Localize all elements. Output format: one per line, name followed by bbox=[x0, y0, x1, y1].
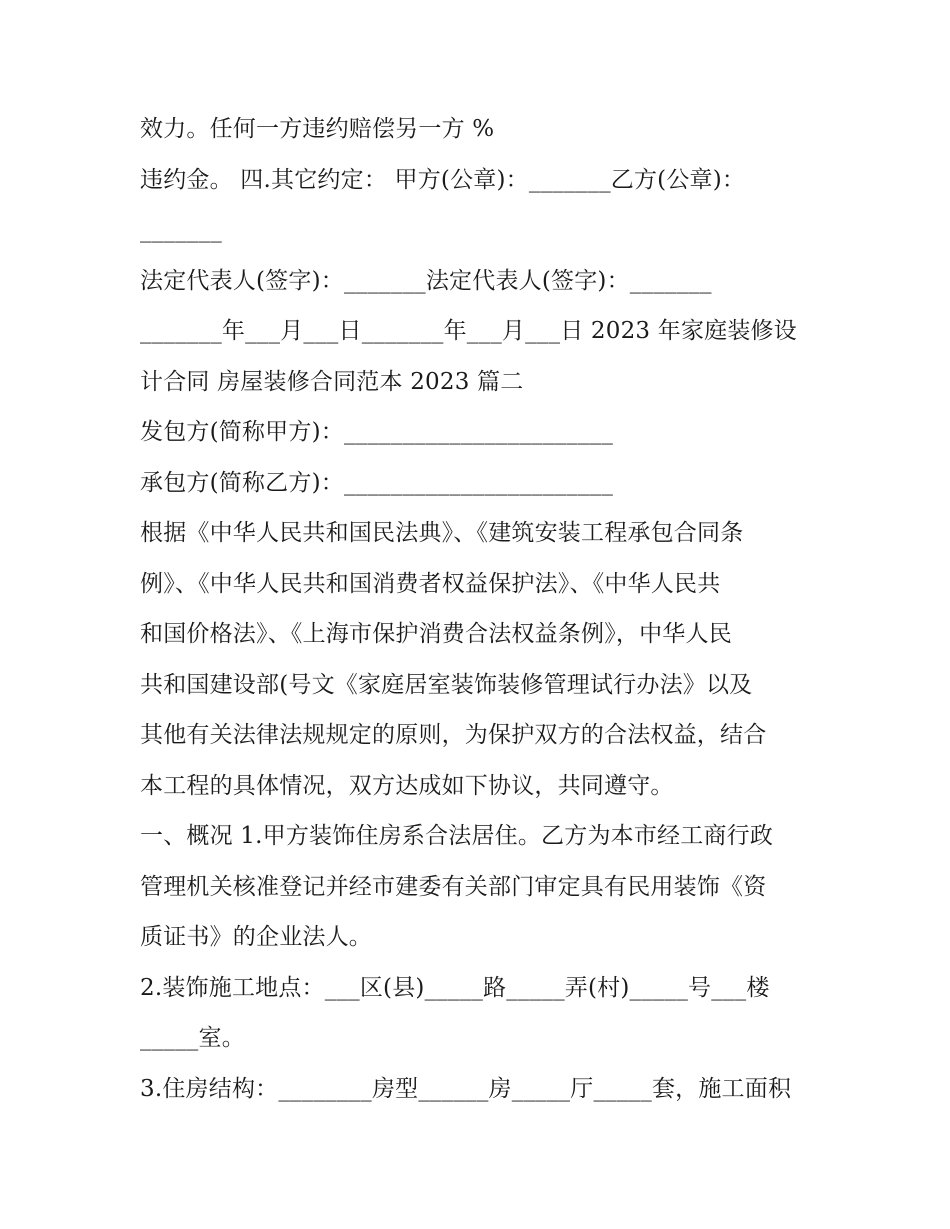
text-line: 共和国建设部(号文《家庭居室装饰装修管理试行办法》以及 bbox=[140, 671, 753, 698]
text-line: 法定代表人(签字)：_______法定代表人(签字)：_______ bbox=[140, 267, 712, 294]
text-line: 和国价格法》、《上海市保护消费合法权益条例》，中华人民 bbox=[140, 621, 732, 647]
text-line: 例》、《中华人民共和国消费者权益保护法》、《中华人民共 bbox=[140, 570, 721, 597]
text-line: _______ bbox=[140, 217, 222, 243]
text-line: 2.装饰施工地点：___区(县)_____路_____弄(村)_____号___楼 bbox=[140, 974, 770, 1001]
text-line: _______年___月___日_______年___月___日 2023 年家庭装修设 bbox=[140, 318, 797, 344]
text-line: 根据《中华人民共和国民法典》、《建筑安装工程承包合同条 bbox=[140, 520, 744, 546]
text-line: 其他有关法律法规规定的原则，为保护双方的合法权益，结合 bbox=[140, 722, 767, 748]
text-line: 一、概况 1.甲方装饰住房系合法居住。乙方为本市经工商行政 bbox=[140, 823, 774, 849]
text-line: 承包方(简称乙方)：_______________________ bbox=[140, 469, 614, 496]
document-page bbox=[140, 104, 820, 1114]
text-line: 效力。任何一方违约赔偿另一方 % bbox=[140, 116, 495, 142]
text-line: 违约金。 四.其它约定： 甲方(公章)：_______乙方(公章)： bbox=[140, 166, 746, 193]
text-line: _____室。 bbox=[140, 1025, 245, 1051]
text-line: 本工程的具体情况，双方达成如下协议，共同遵守。 bbox=[140, 772, 674, 799]
text-line: 计合同 房屋装修合同范本 2023 篇二 bbox=[140, 368, 524, 395]
text-line: 3.住房结构：________房型______房_____厅_____套，施工面积 bbox=[140, 1075, 792, 1102]
text-line: 质证书》的企业法人。 bbox=[140, 924, 372, 950]
text-line: 管理机关核准登记并经市建委有关部门审定具有民用装饰《资 bbox=[140, 873, 767, 900]
text-line: 发包方(简称甲方)：_______________________ bbox=[140, 419, 614, 445]
